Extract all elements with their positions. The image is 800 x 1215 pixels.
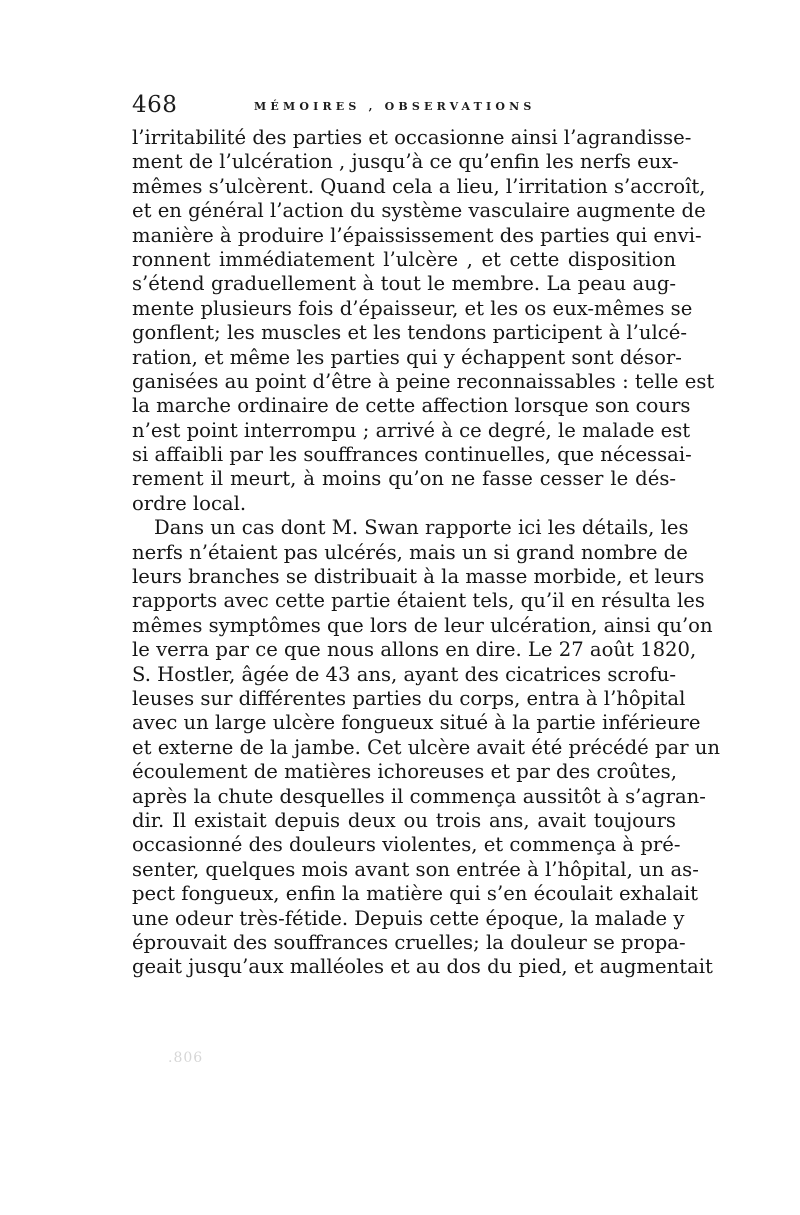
text-line: Dans un cas dont M. Swan rapporte ici les détails, les — [154, 516, 689, 540]
text-line: ordre local. — [132, 491, 247, 515]
text-line: ment de l’ulcération , jusqu’à ce qu’enfin les nerfs eux- — [132, 150, 679, 174]
text-line: rapports avec cette partie étaient tels, qu’il en résulta les — [132, 589, 705, 613]
text-line: manière à produire l’épaississement des parties qui envi- — [132, 223, 702, 247]
text-line: senter, quelques mois avant son entrée à l’hôpital, un as- — [132, 857, 699, 881]
text-line: geait jusqu’aux malléoles et au dos du pied, et augmentait — [132, 955, 713, 979]
text-line: n’est point interrompu ; arrivé à ce degré, le malade est — [132, 418, 691, 442]
text-line: gonflent; les muscles et les tendons participent à l’ulcé- — [132, 321, 687, 345]
text-line: la marche ordinaire de cette affection lorsque son cours — [132, 394, 691, 418]
text-line: leuses sur différentes parties du corps, entra à l’hôpital — [132, 686, 686, 710]
bleed-through-mark: .806 — [168, 1050, 204, 1066]
body-text — [132, 126, 721, 980]
text-line: mêmes symptômes que lors de leur ulcération, ainsi qu’on — [132, 613, 713, 637]
text-line: ration, et même les parties qui y échappent sont désor- — [132, 345, 682, 369]
text-line: le verra par ce que nous allons en dire. Le 27 août 1820, — [132, 638, 697, 662]
text-line: pect fongueux, enfin la matière qui s’en écoulait exhalait — [132, 882, 698, 906]
page-number: 468 — [132, 92, 178, 118]
text-line: une odeur très-fétide. Depuis cette époque, la malade y — [132, 906, 685, 930]
text-line: s’étend graduellement à tout le membre. La peau aug- — [132, 272, 676, 296]
text-line: l’irritabilité des parties et occasionne ainsi l’agrandisse- — [132, 126, 692, 149]
running-title: MÉMOIRES , OBSERVATIONS — [254, 100, 536, 113]
text-line: dir. Il existait depuis deux ou trois ans, avait toujours — [132, 808, 676, 832]
text-line: mente plusieurs fois d’épaisseur, et les os eux-mêmes se — [132, 296, 693, 320]
text-line: et en général l’action du système vasculaire augmente de — [132, 199, 706, 223]
text-line: ronnent immédiatement l’ulcère , et cette disposition — [132, 247, 676, 271]
text-line: rement il meurt, à moins qu’on ne fasse cesser le dés- — [132, 467, 676, 491]
text-line: ganisées au point d’être à peine reconnaissables : telle est — [132, 369, 715, 393]
text-line: leurs branches se distribuait à la masse morbide, et leurs — [132, 565, 705, 589]
text-line: si affaibli par les souffrances continuelles, que nécessai- — [132, 443, 692, 467]
text-line: occasionné des douleurs violentes, et commença à pré- — [132, 833, 681, 857]
text-line: après la chute desquelles il commença aussitôt à s’agran- — [132, 784, 706, 808]
text-line: éprouvait des souffrances cruelles; la douleur se propa- — [132, 930, 686, 954]
text-line: mêmes s’ulcèrent. Quand cela a lieu, l’irritation s’accroît, — [132, 174, 706, 198]
text-line: et externe de la jambe. Cet ulcère avait été précédé par un — [132, 735, 721, 759]
text-line: avec un large ulcère fongueux situé à la partie inférieure — [132, 711, 701, 735]
text-line: écoulement de matières ichoreuses et par des croûtes, — [132, 760, 677, 784]
text-line: nerfs n’étaient pas ulcérés, mais un si grand nombre de — [132, 540, 688, 564]
text-line: S. Hostler, âgée de 43 ans, ayant des cicatrices scrofu- — [132, 662, 677, 686]
running-head — [132, 92, 676, 122]
